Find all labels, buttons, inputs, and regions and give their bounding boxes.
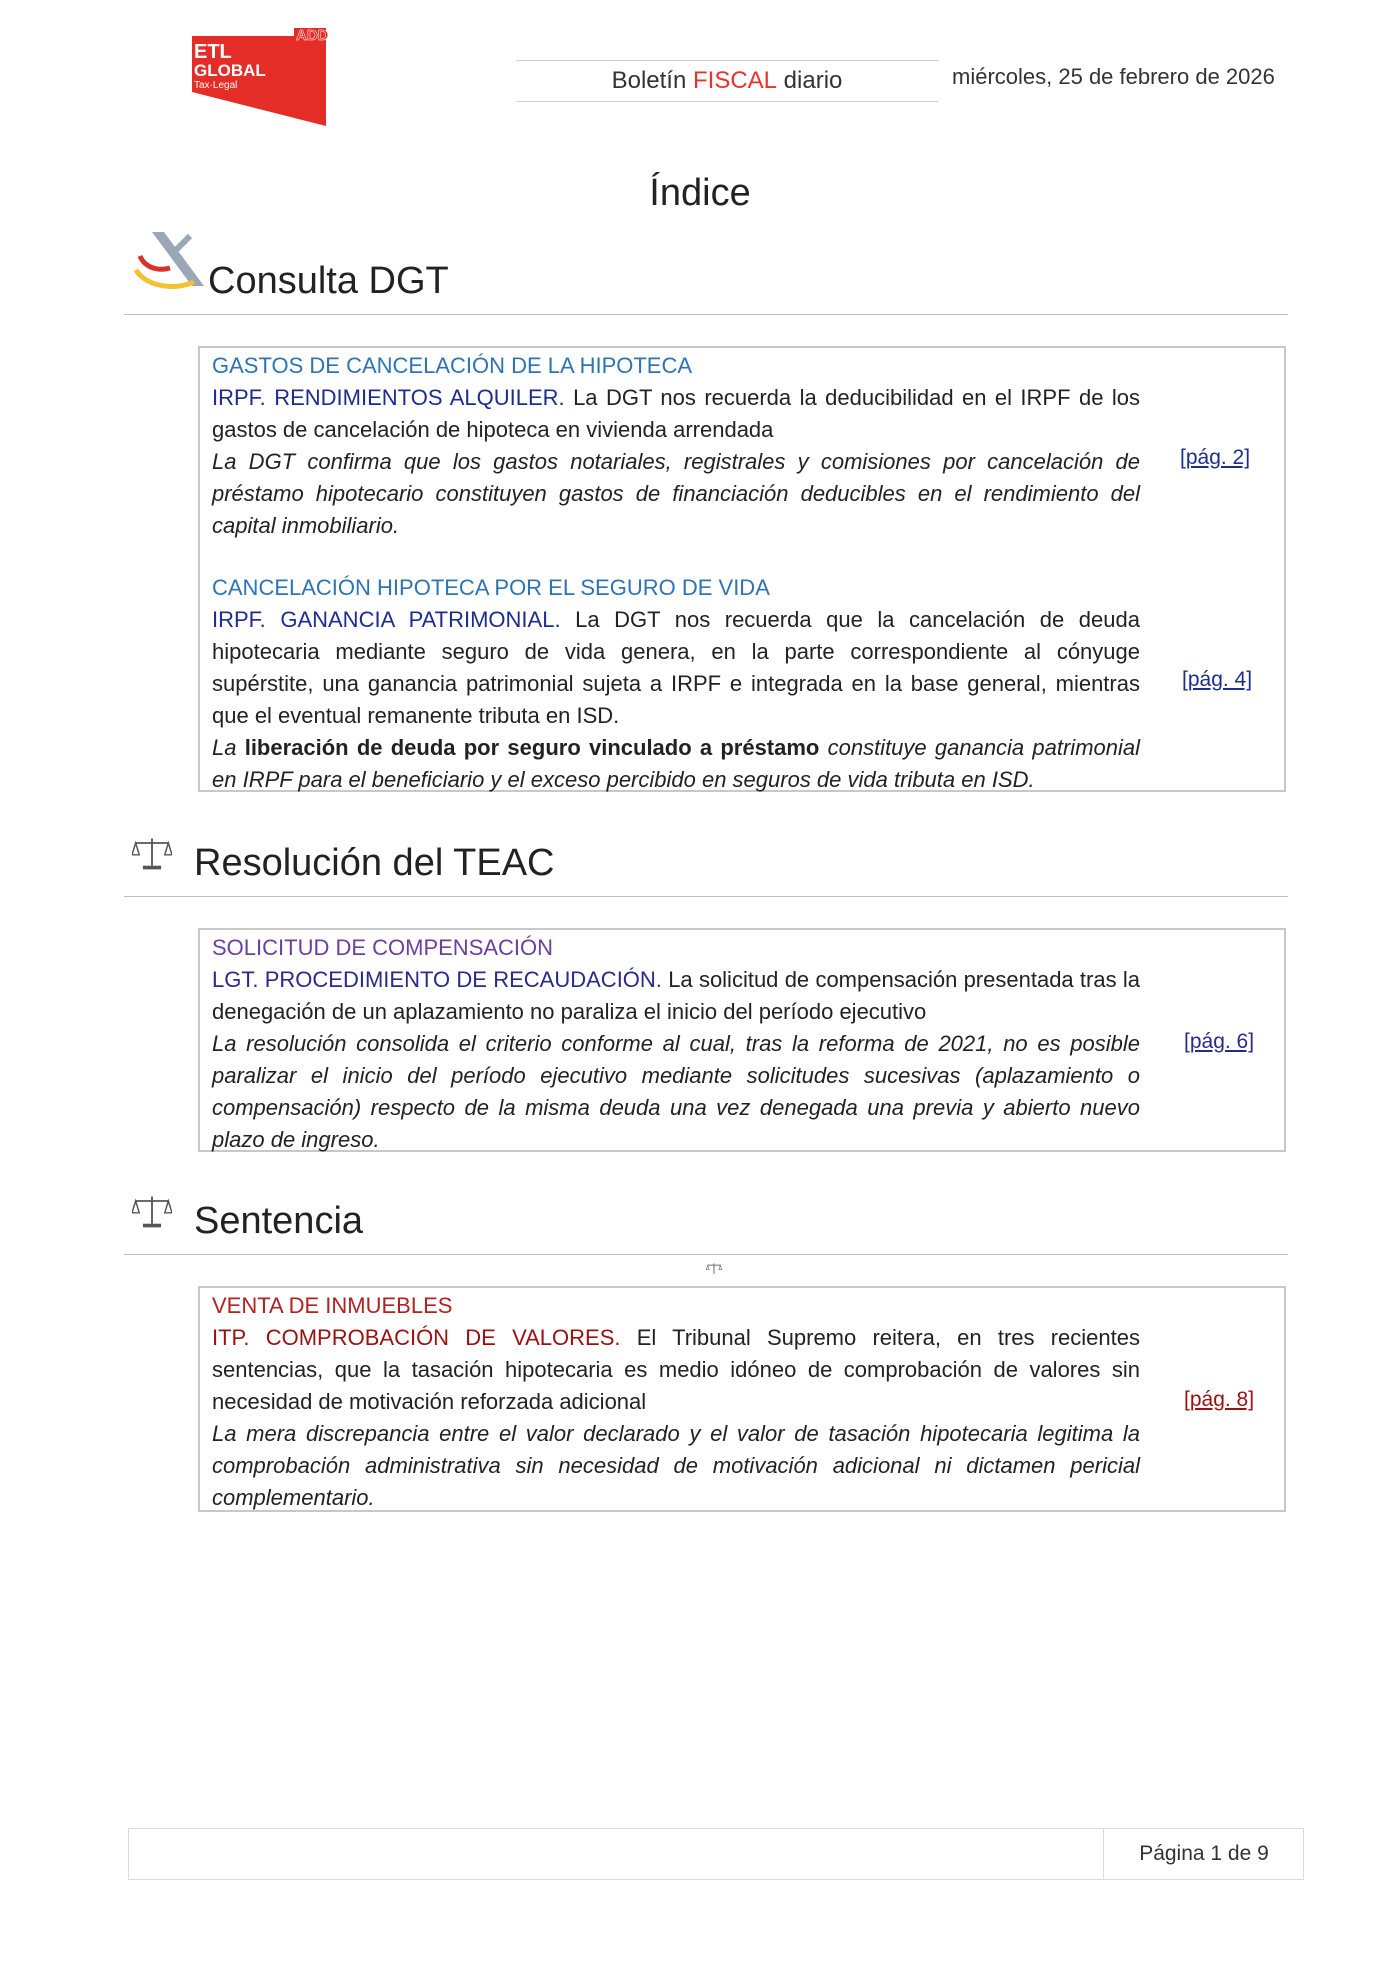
scales-of-justice-icon xyxy=(132,1192,172,1230)
entry-lead: IRPF. RENDIMIENTOS ALQUILER. xyxy=(212,385,565,410)
page-link-2[interactable]: [pág. 2] xyxy=(1180,446,1251,469)
svg-text:Tax·Legal: Tax·Legal xyxy=(194,80,238,91)
dgt-entry-2 xyxy=(212,572,1147,796)
entry-summary: La DGT confirma que los gastos notariales, registrales y comisiones por cancelación de préstamo hipotecario constituyen gastos de financiación deducibles en el rendimiento del capital inmobiliario. xyxy=(212,449,1140,538)
entry-summary: La mera discrepancia entre el valor declarado y el valor de tasación hipotecaria legitima la comprobación administrativa sin necesidad de motivación adicional ni dictamen pericial complementario. xyxy=(212,1421,1140,1510)
entry-summary-post: constituye ganancia patrimonial en IRPF para el beneficiario y el exceso percibido en seguros de vida tributa en ISD. xyxy=(212,735,1147,792)
svg-text:ADD: ADD xyxy=(296,28,329,44)
sentencia-entries-box xyxy=(198,1286,1286,1512)
entry-summary-bold: liberación de deuda por seguro vinculado a préstamo xyxy=(244,735,820,760)
entry-lead: ITP. COMPROBACIÓN DE VALORES. xyxy=(212,1325,621,1350)
scales-of-justice-icon xyxy=(132,834,172,872)
page-footer xyxy=(128,1828,1304,1880)
section-dgt-title: Consulta DGT xyxy=(208,260,449,302)
svg-text:GLOBAL: GLOBAL xyxy=(194,61,266,80)
teac-entries-box xyxy=(198,928,1286,1152)
bulletin-prefix: Boletín xyxy=(611,67,693,94)
etl-global-logo xyxy=(186,28,331,126)
bulletin-accent: FISCAL xyxy=(692,67,778,94)
section-sentencia-title: Sentencia xyxy=(194,1200,364,1242)
section-dgt-header xyxy=(124,222,1288,315)
entry-lead: LGT. PROCEDIMIENTO DE RECAUDACIÓN. xyxy=(212,967,662,992)
page-link-4[interactable]: [pág. 4] xyxy=(1182,668,1253,691)
dgt-entries-box xyxy=(198,346,1286,792)
section-teac-title: Resolución del TEAC xyxy=(194,842,555,884)
bulletin-date: miércoles, 25 de febrero de 2026 xyxy=(952,64,1275,89)
entry-topic: GASTOS DE CANCELACIÓN DE LA HIPOTECA xyxy=(212,353,693,378)
page-link-6[interactable]: [pág. 6] xyxy=(1184,1030,1255,1053)
dgt-entry-1 xyxy=(212,350,1147,542)
section-teac-header xyxy=(124,820,1288,897)
entry-summary: La resolución consolida el criterio conforme al cual, tras la reforma de 2021, no es posible paralizar el inicio del período ejecutivo mediante solicitudes sucesivas (aplazamiento o compensación) respecto de la misma deuda una vez denegada una previa y abierto nuevo plazo de ingreso. xyxy=(212,1031,1140,1152)
scales-of-justice-icon xyxy=(706,1262,722,1276)
index-title: Índice xyxy=(649,172,751,214)
svg-text:ETL: ETL xyxy=(194,41,232,63)
page-link-8[interactable]: [pág. 8] xyxy=(1184,1388,1255,1411)
entry-body: La DGT nos recuerda que la cancelación de deuda hipotecaria mediante seguro de vida genera, en la parte correspondiente al cónyuge supérstite, una ganancia patrimonial sujeta a IRPF e integrada en la base general, mientras que el eventual remanente tributa en ISD. xyxy=(212,607,1147,728)
entry-summary-pre: La xyxy=(212,735,245,760)
tax-agency-logo-icon xyxy=(130,226,210,296)
entry-body: El Tribunal Supremo reitera, en tres recientes sentencias, que la tasación hipotecaria es medio idóneo de comprobación de valores sin necesidad de motivación reforzada adicional xyxy=(212,1325,1147,1414)
page-number: Página 1 de 9 xyxy=(1139,1842,1269,1865)
entry-topic: VENTA DE INMUEBLES xyxy=(212,1293,453,1318)
entry-body: La solicitud de compensación presentada tras la denegación de un aplazamiento no paraliza el inicio del período ejecutivo xyxy=(212,967,1147,1024)
entry-lead: IRPF. GANANCIA PATRIMONIAL. xyxy=(212,607,561,632)
entry-topic: SOLICITUD DE COMPENSACIÓN xyxy=(212,935,554,960)
bulletin-suffix: diario xyxy=(777,67,843,94)
footer-divider xyxy=(1103,1829,1104,1879)
entry-topic: CANCELACIÓN HIPOTECA POR EL SEGURO DE VIDA xyxy=(212,575,770,600)
bulletin-title xyxy=(516,60,938,102)
sentencia-entry-1 xyxy=(212,1290,1147,1514)
entry-body: La DGT nos recuerda la deducibilidad en el IRPF de los gastos de cancelación de hipoteca en vivienda arrendada xyxy=(212,385,1147,442)
teac-entry-1 xyxy=(212,932,1147,1156)
section-sentencia-header xyxy=(124,1180,1288,1255)
